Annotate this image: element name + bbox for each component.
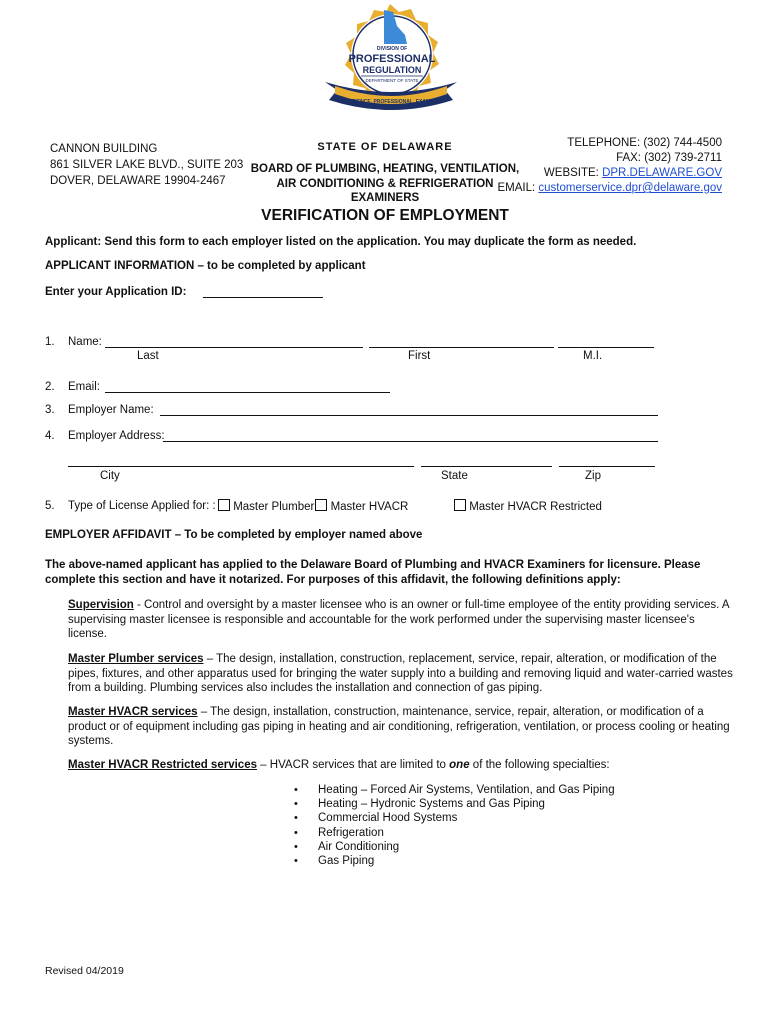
board-line-2: AIR CONDITIONING & REFRIGERATION: [276, 177, 494, 190]
state-heading: STATE OF DELAWARE: [317, 141, 453, 153]
item-number-1: 1.: [45, 336, 55, 348]
supervision-text-2: supervising master licensee is responsible and accountable for the work performed under the supervising master licensee's: [68, 613, 695, 626]
website-link[interactable]: DPR.DELAWARE.GOV: [602, 167, 722, 179]
option-master-plumber: [218, 499, 408, 515]
plumber-text-2: pipes, fixtures, and other apparatus used for bringing the water supply into a building and removing liquid and water-carried wastes: [68, 667, 733, 680]
revision-date: Revised 04/2019: [45, 965, 124, 977]
specialty-item: • Refrigeration: [294, 826, 615, 840]
zip-field[interactable]: [559, 466, 655, 467]
specialty-item: • Heating – Hydronic Systems and Gas Piping: [294, 797, 615, 811]
logo-line3: REGULATION: [362, 65, 422, 75]
contact-info: [497, 136, 722, 196]
plumber-term: Master Plumber services: [68, 653, 204, 665]
master-plumber-checkbox[interactable]: [218, 499, 230, 511]
last-name-field[interactable]: [105, 347, 363, 348]
employer-name-field[interactable]: [160, 415, 658, 416]
master-hvacr-label: Master HVACR: [330, 501, 409, 513]
address-city: DOVER, DELAWARE 19904-2467: [50, 175, 226, 187]
office-address: [50, 141, 243, 189]
specialty-item: • Air Conditioning: [294, 840, 615, 854]
option-master-hvacr-restricted: [454, 499, 602, 515]
email-label-field: Email:: [68, 381, 100, 393]
master-hvacr-restricted-label: Master HVACR Restricted: [469, 501, 602, 513]
specialty-item: • Heating – Forced Air Systems, Ventilation, and Gas Piping: [294, 783, 615, 797]
master-hvacr-restricted-checkbox[interactable]: [454, 499, 466, 511]
email-field[interactable]: [105, 392, 390, 393]
email-link[interactable]: customerservice.dpr@delaware.gov: [538, 182, 722, 194]
application-id-label: Enter your Application ID:: [45, 286, 187, 298]
employer-section-heading: EMPLOYER AFFIDAVIT – To be completed by employer named above: [45, 529, 423, 541]
specialty-item: • Gas Piping: [294, 854, 615, 868]
zip-caption: Zip: [585, 470, 601, 482]
email-row: [497, 181, 722, 196]
city-field[interactable]: [68, 466, 414, 467]
item-number-5: 5.: [45, 500, 55, 512]
website-label: WEBSITE:: [543, 167, 599, 179]
first-caption: First: [408, 350, 431, 362]
license-type-label: Type of License Applied for: :: [68, 500, 216, 512]
supervision-text-3: license.: [68, 628, 107, 640]
specialty-item: • Commercial Hood Systems: [294, 811, 615, 825]
logo-line4: DEPARTMENT OF STATE: [365, 78, 419, 83]
address-street: 861 SILVER LAKE BLVD., SUITE 203: [50, 159, 244, 171]
restricted-term: Master HVACR Restricted services: [68, 759, 257, 771]
definition-master-hvacr: [68, 705, 738, 749]
logo-banner-text: EXPERIENCE. PROFESSIONAL. EXAMINED.: [338, 99, 444, 105]
hvacr-text-3: systems.: [68, 735, 114, 747]
plumber-text-1: – The design, installation, construction, replacement, service, repair, alteration, or modification of the: [203, 653, 717, 665]
item-number-2: 2.: [45, 381, 55, 393]
document-title: VERIFICATION OF EMPLOYMENT: [261, 207, 509, 224]
applicant-section-heading: APPLICANT INFORMATION – to be completed by applicant: [45, 260, 366, 272]
employer-name-label: Employer Name:: [68, 404, 154, 416]
middle-initial-field[interactable]: [558, 347, 654, 348]
fax: FAX: (302) 739-2711: [616, 152, 722, 164]
logo-line1: DIVISION OF: [376, 46, 408, 52]
applicant-instructions: Applicant: Send this form to each employer listed on the application. You may duplicate the form as needed.: [45, 236, 637, 248]
supervision-text-1: - Control and oversight by a master licensee who is an owner or full-time employee of the entity providing services. A: [133, 599, 730, 611]
email-label: EMAIL:: [497, 182, 536, 194]
hvacr-text-1: – The design, installation, construction, maintenance, service, repair, alteration, or modification of a: [197, 706, 704, 718]
name-label: Name:: [68, 336, 102, 348]
item-number-4: 4.: [45, 430, 55, 442]
definition-master-plumber: [68, 652, 738, 696]
restricted-text-post: of the following specialties:: [469, 759, 610, 771]
definition-hvacr-restricted: [68, 758, 738, 773]
hvacr-term: Master HVACR services: [68, 706, 198, 718]
employer-address-field[interactable]: [163, 441, 658, 442]
plumber-text-3: from a building. Plumbing services also includes the installation and connection of gas piping.: [68, 682, 543, 694]
logo-line2: PROFESSIONAL: [348, 53, 436, 65]
hvacr-text-2: product or of equipment including gas piping in heating and air conditioning, refrigeration, ventilation, or process cooling or heating: [68, 720, 730, 733]
item-number-3: 3.: [45, 404, 55, 416]
first-name-field[interactable]: [369, 347, 554, 348]
application-id-field[interactable]: [203, 297, 323, 298]
state-field[interactable]: [421, 466, 552, 467]
master-plumber-label: Master Plumber: [233, 501, 315, 513]
restricted-text-pre: – HVACR services that are limited to: [256, 759, 450, 771]
employer-address-label: Employer Address:: [68, 430, 165, 442]
master-hvacr-checkbox[interactable]: [315, 499, 327, 511]
restricted-emphasis: one: [449, 759, 470, 771]
definition-supervision: [68, 598, 738, 642]
mi-caption: M.I.: [583, 350, 603, 362]
state-caption: State: [441, 470, 468, 482]
website-row: [497, 166, 722, 181]
affidavit-intro-line-2: complete this section and have it notarized. For purposes of this affidavit, the following definitions apply:: [45, 574, 621, 586]
last-caption: Last: [137, 350, 159, 362]
telephone: TELEPHONE: (302) 744-4500: [567, 137, 722, 149]
board-line-1: BOARD OF PLUMBING, HEATING, VENTILATION,: [250, 163, 520, 175]
specialties-list: [294, 783, 615, 868]
supervision-term: Supervision: [68, 599, 134, 611]
city-caption: City: [100, 470, 120, 482]
board-line-3: EXAMINERS: [350, 192, 420, 204]
affidavit-intro-line-1: The above-named applicant has applied to the Delaware Board of Plumbing and HVACR Examiners for licensure. Please: [45, 559, 701, 571]
address-building: CANNON BUILDING: [50, 143, 158, 155]
dpr-logo: [321, 2, 459, 122]
